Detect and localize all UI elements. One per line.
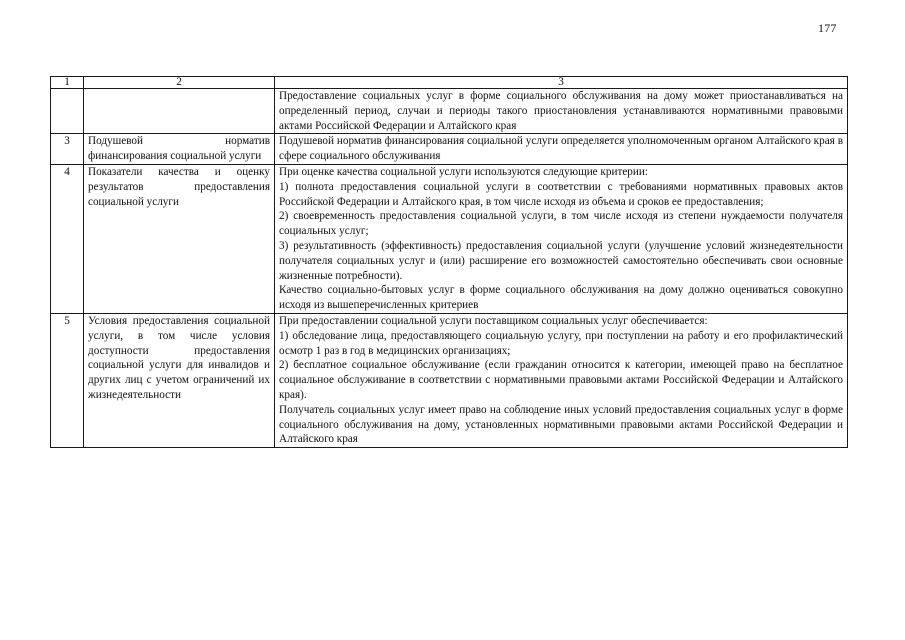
row-description xyxy=(275,89,848,134)
header-col-1: 1 xyxy=(51,77,84,89)
row-number: 5 xyxy=(51,313,84,447)
row-number-empty xyxy=(51,89,84,134)
description-paragraph: Получатель социальных услуг имеет право на соблюдение иных условий предоставления социальных услуг в форме социального обслуживания на дому, установленных нормативными правовыми актами Российской Федерации и Алтайского края xyxy=(279,403,843,446)
table-row xyxy=(51,134,848,165)
row-label-empty xyxy=(84,89,275,134)
row-label: Условия предоставления социальной услуги, в том числе условия доступности предоставления социальной услуги для инвалидов и других лиц с учетом ограничений их жизнедеятельности xyxy=(84,313,275,447)
header-col-3: 3 xyxy=(275,77,848,89)
description-paragraph: 2) бесплатное социальное обслуживание (если гражданин относится к категории, имеющей право на бесплатное социальное обслуживание в соответствии с нормативными правовыми актами Российской Федерации и Алтайского края). xyxy=(279,359,843,401)
description-paragraph: 3) результативность (эффективность) предоставления социальной услуги (улучшение условий жизнедеятельности получателя социальных услуг и (или) расширение его возможностей самостоятельно обеспечивать свои основные жизненные потребности). xyxy=(279,239,843,282)
table-row xyxy=(51,89,848,134)
table-row xyxy=(51,313,848,447)
description-paragraph: Подушевой норматив финансирования социальной услуги определяется уполномоченным органом Алтайского края в сфере социального обслуживания xyxy=(279,135,843,163)
description-paragraph: 1) обследование лица, предоставляющего социальную услугу, при поступлении на работу и его профилактический осмотр 1 раз в год в медицинских организациях; xyxy=(279,329,843,357)
table-header-row xyxy=(51,77,848,89)
description-paragraph: При предоставлении социальной услуги поставщиком социальных услуг обеспечивается: xyxy=(279,314,708,327)
description-paragraph: 2) своевременность предоставления социальной услуги, в том числе исходя из степени нуждаемости получателя социальных услуг; xyxy=(279,210,843,238)
row-label: Показатели качества и оценку результатов предоставления социальной услуги xyxy=(84,164,275,313)
description-paragraph: Качество социально-бытовых услуг в форме социального обслуживания на дому должно оцениваться совокупно исходя из вышеперечисленных критериев xyxy=(279,284,843,312)
services-table xyxy=(50,76,848,448)
description-paragraph: Предоставление социальных услуг в форме социального обслуживания на дому может приостанавливаться на определенный период, случаи и периоды такого приостановления устанавливаются нормативными правовыми актами Российской Федерации и Алтайского края xyxy=(279,90,843,132)
header-col-2: 2 xyxy=(84,77,275,89)
table-row xyxy=(51,164,848,313)
row-label: Подушевой норматив финансирования социальной услуги xyxy=(84,134,275,165)
page-number: 177 xyxy=(818,21,837,35)
row-number: 4 xyxy=(51,164,84,313)
row-description xyxy=(275,164,848,313)
row-description xyxy=(275,134,848,165)
description-paragraph: При оценке качества социальной услуги используются следующие критерии: xyxy=(279,165,648,178)
row-description xyxy=(275,313,848,447)
row-number: 3 xyxy=(51,134,84,165)
description-paragraph: 1) полнота предоставления социальной услуги в соответствии с требованиями нормативных правовых актов Российской Федерации и Алтайского края, в том числе исходя из объема и сроков ее предоставления; xyxy=(279,180,843,208)
